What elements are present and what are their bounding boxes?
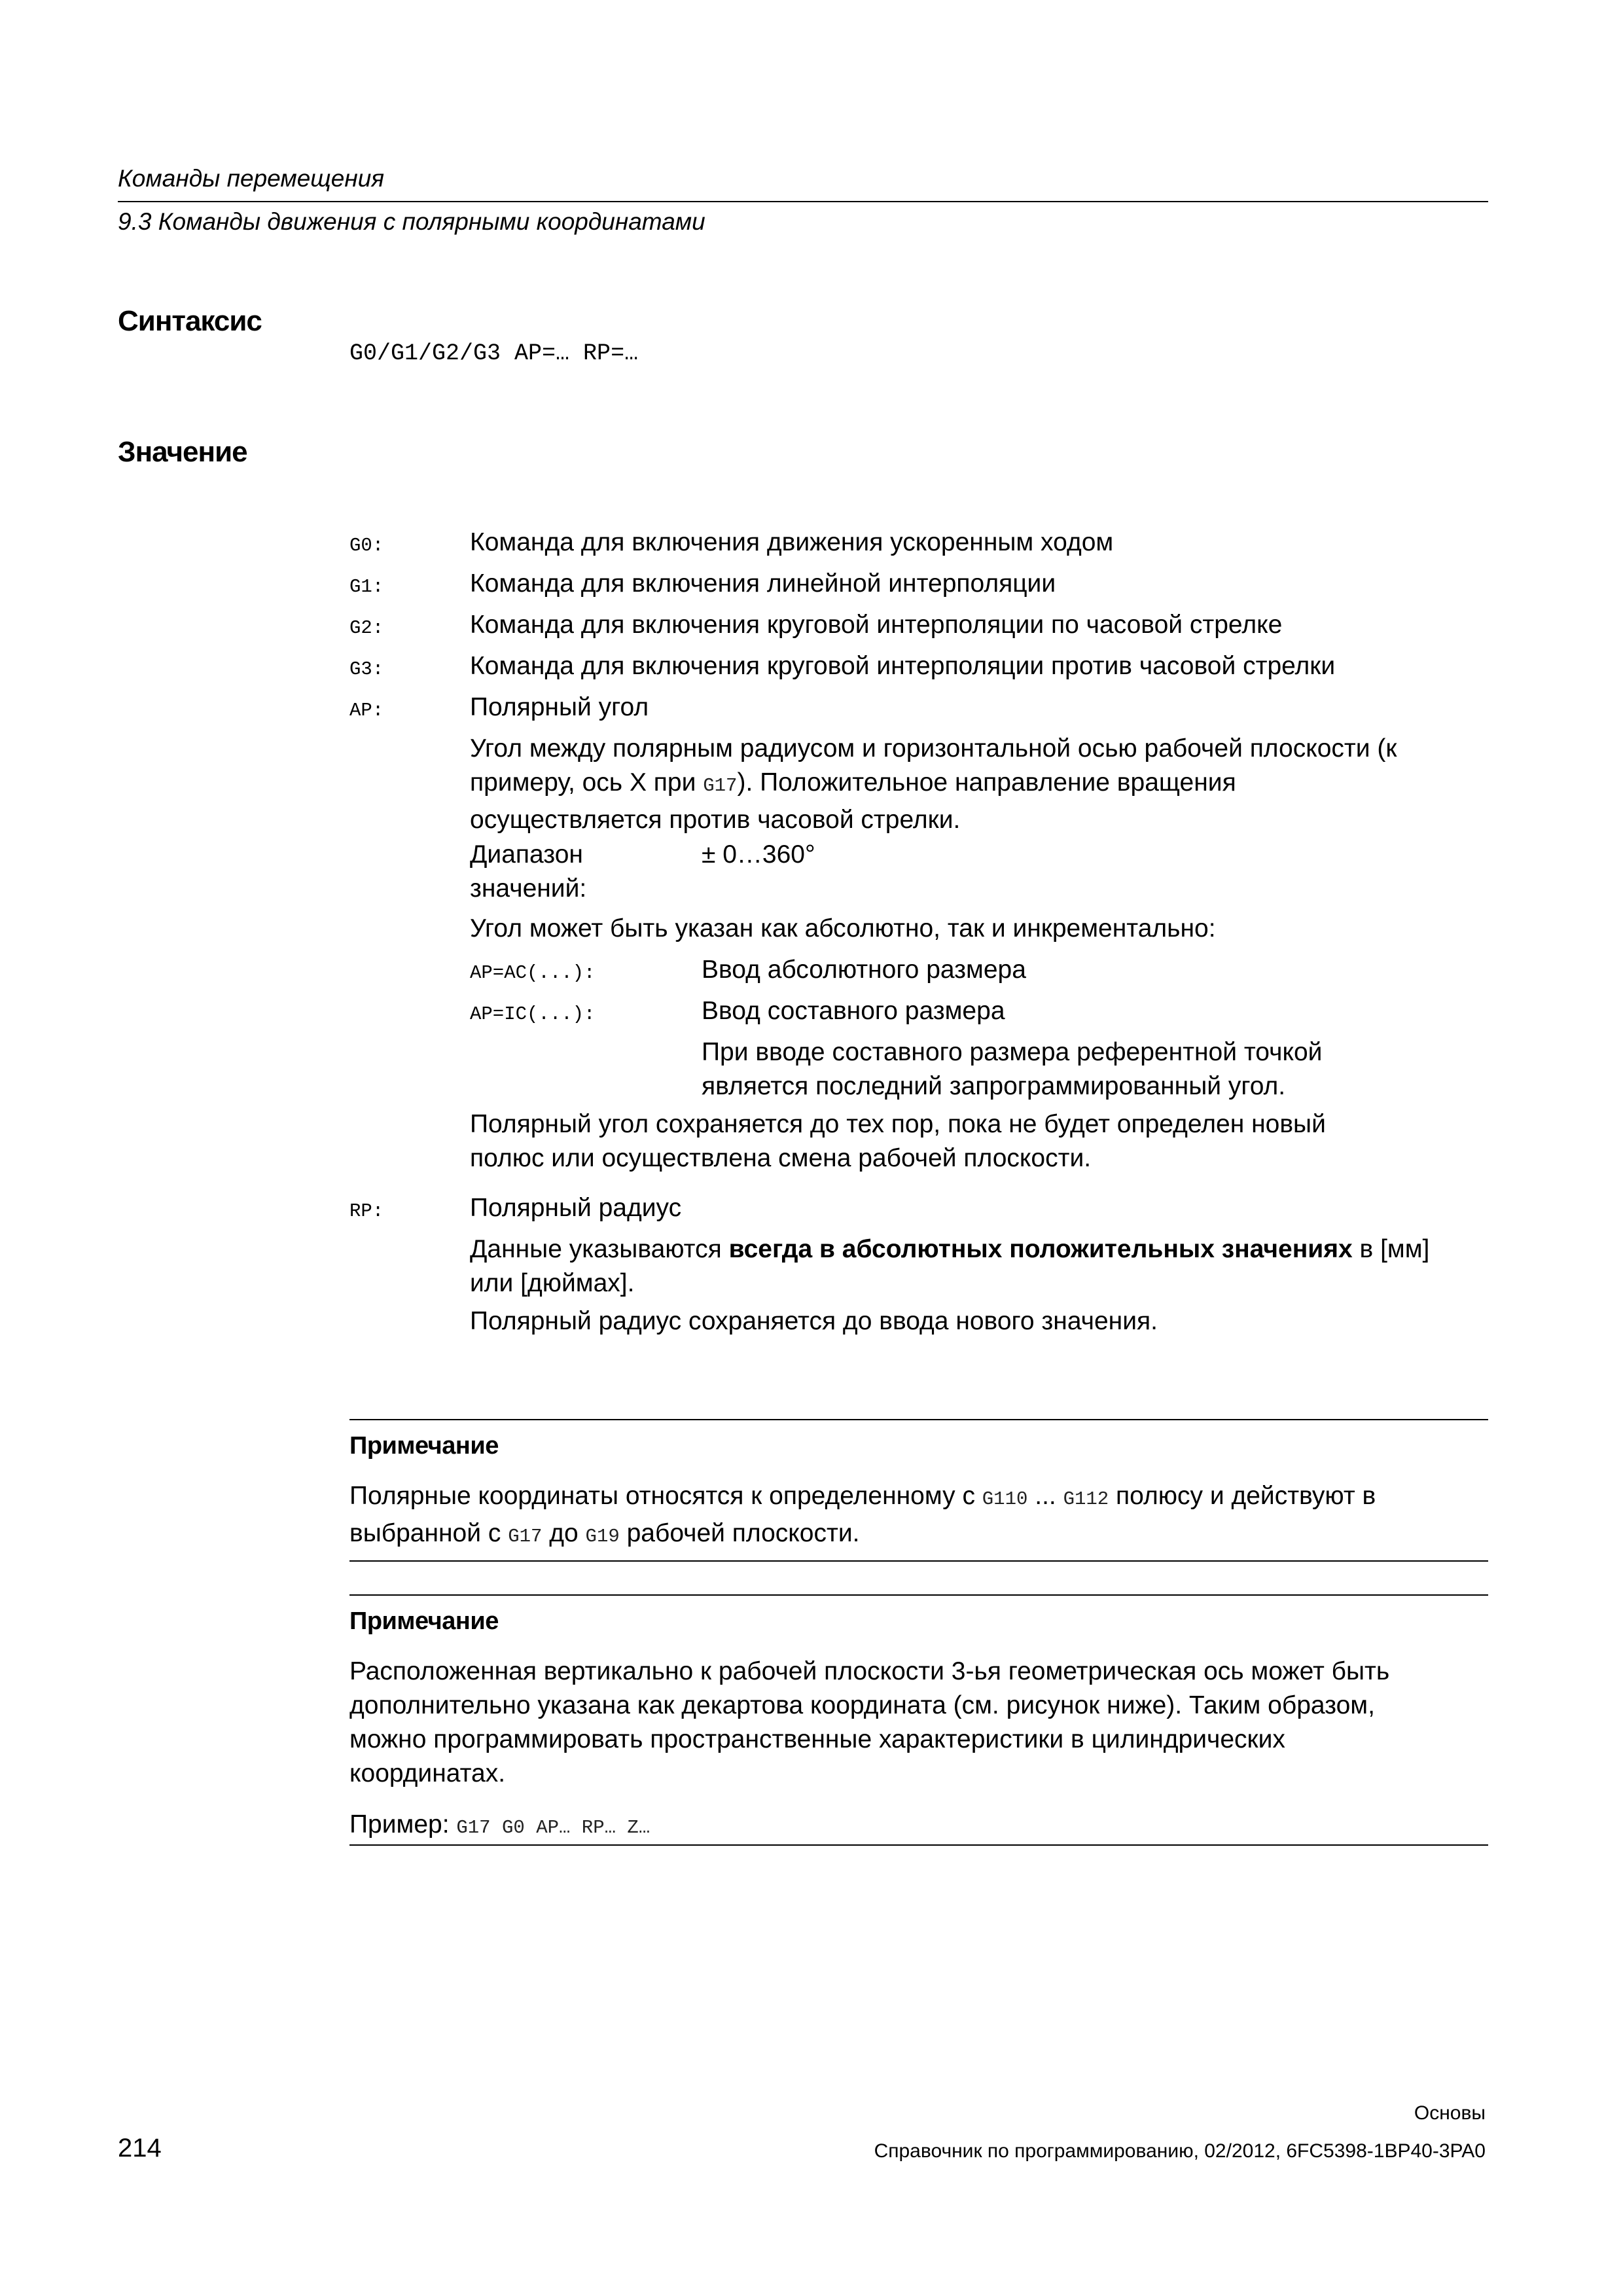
range-value: ± 0…360°: [702, 840, 815, 869]
abs-inc-intro: Угол может быть указан как абсолютно, так и инкрементально:: [470, 914, 1216, 942]
note2-text: Расположенная вертикально к рабочей плоскости 3-ья геометрическая ось может быть дополнительно указана как декартова координата (см. рисунок ниже). Таким образом, можно программировать пространственные характеристики в цилиндрических координатах.: [349, 1657, 1390, 1787]
param-label-g2: G2:: [349, 617, 384, 639]
ap-ac-text: Ввод абсолютного размера: [702, 956, 1026, 984]
ap-ic-text: Ввод составного размера: [702, 997, 1005, 1025]
range-label: Диапазон значений:: [470, 840, 587, 903]
param-desc-rp: Полярный радиус: [470, 1194, 682, 1222]
code-g17: G17: [703, 775, 738, 797]
footer-reference: Справочник по программированию, 02/2012, 6FC5398-1BP40-3PA0: [874, 2140, 1486, 2162]
note1-top-rule: [349, 1419, 1488, 1420]
note2-top-rule: [349, 1594, 1488, 1596]
note1-bottom-rule: [349, 1560, 1488, 1562]
note1-title: Примечание: [349, 1432, 499, 1460]
rp-emphasis: всегда в абсолютных положительных значениях: [728, 1235, 1353, 1263]
running-header-chapter: Команды перемещения: [118, 165, 385, 192]
rp-data-text: Данные указываются всегда в абсолютных положительных значениях в [мм] или [дюймах].: [470, 1235, 1430, 1297]
running-header-section: 9.3 Команды движения с полярными координатами: [118, 208, 705, 235]
header-rule: [118, 201, 1488, 202]
param-label-g1: G1:: [349, 576, 384, 598]
param-label-ap: AP:: [349, 700, 384, 721]
param-desc-g3: Команда для включения круговой интерполяции против часовой стрелки: [470, 652, 1336, 680]
note2-title: Примечание: [349, 1607, 499, 1635]
meaning-heading: Значение: [118, 436, 247, 468]
page-number: 214: [118, 2134, 162, 2162]
param-desc-g0: Команда для включения движения ускоренным ходом: [470, 528, 1114, 556]
ap-ic-label: AP=IC(...):: [470, 1003, 596, 1025]
syntax-code: G0/G1/G2/G3 AP=… RP=…: [349, 340, 639, 367]
ap-retain: Полярный угол сохраняется до тех пор, пока не будет определен новый полюс или осуществлена смена рабочей плоскости.: [470, 1110, 1326, 1172]
rp-retain: Полярный радиус сохраняется до ввода нового значения.: [470, 1307, 1158, 1335]
ap-ac-label: AP=AC(...):: [470, 962, 596, 984]
param-desc-g1: Команда для включения линейной интерполяции: [470, 569, 1056, 598]
syntax-heading: Синтаксис: [118, 305, 262, 337]
param-label-g3: G3:: [349, 658, 384, 680]
footer-book: Основы: [1414, 2102, 1486, 2124]
param-desc-ap: Полярный угол: [470, 693, 649, 721]
note2-example: Пример: G17 G0 AP… RP… Z…: [349, 1810, 651, 1839]
param-desc-g2: Команда для включения круговой интерполяции по часовой стрелке: [470, 611, 1283, 639]
note2-bottom-rule: [349, 1844, 1488, 1846]
note1-text: Полярные координаты относятся к определенному с G110 ... G112 полюсу и действуют в выбранной с G17 до G19 рабочей плоскости.: [349, 1482, 1376, 1547]
param-label-rp: RP:: [349, 1200, 384, 1222]
ap-ic-note: При вводе составного размера референтной точкой является последний запрограммированный угол.: [702, 1038, 1323, 1100]
ap-description: Угол между полярным радиусом и горизонтальной осью рабочей плоскости (к примеру, ось X при G17). Положительное направление вращения осуществляется против часовой стрелки.: [470, 734, 1397, 834]
param-label-g0: G0:: [349, 535, 384, 556]
